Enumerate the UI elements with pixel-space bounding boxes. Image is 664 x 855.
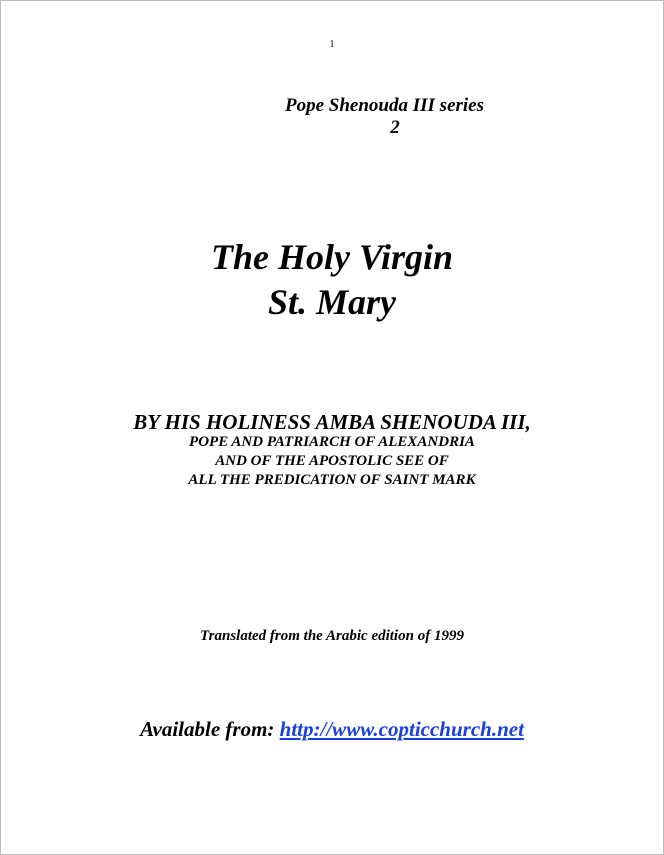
author-title-line-1: POPE AND PATRIARCH OF ALEXANDRIA: [189, 434, 475, 450]
translation-note: Translated from the Arabic edition of 1999: [200, 628, 464, 644]
author-title-line-3: ALL THE PREDICATION OF SAINT MARK: [188, 472, 476, 488]
availability-line: [1, 717, 663, 742]
website-link[interactable]: http://www.copticchurch.net: [279, 717, 524, 741]
author-title-line-2: AND OF THE APOSTOLIC SEE OF: [215, 453, 449, 469]
author-byline: BY HIS HOLINESS AMBA SHENOUDA III,: [133, 410, 531, 434]
title-line-2: St. Mary: [267, 282, 397, 322]
series-heading: [285, 95, 505, 139]
title-line-1: The Holy Virgin: [210, 237, 454, 277]
availability-label: Available from:: [140, 717, 280, 741]
page-number: 1: [329, 39, 335, 50]
series-label: Pope Shenouda III series: [285, 95, 484, 116]
series-number: 2: [390, 117, 400, 138]
